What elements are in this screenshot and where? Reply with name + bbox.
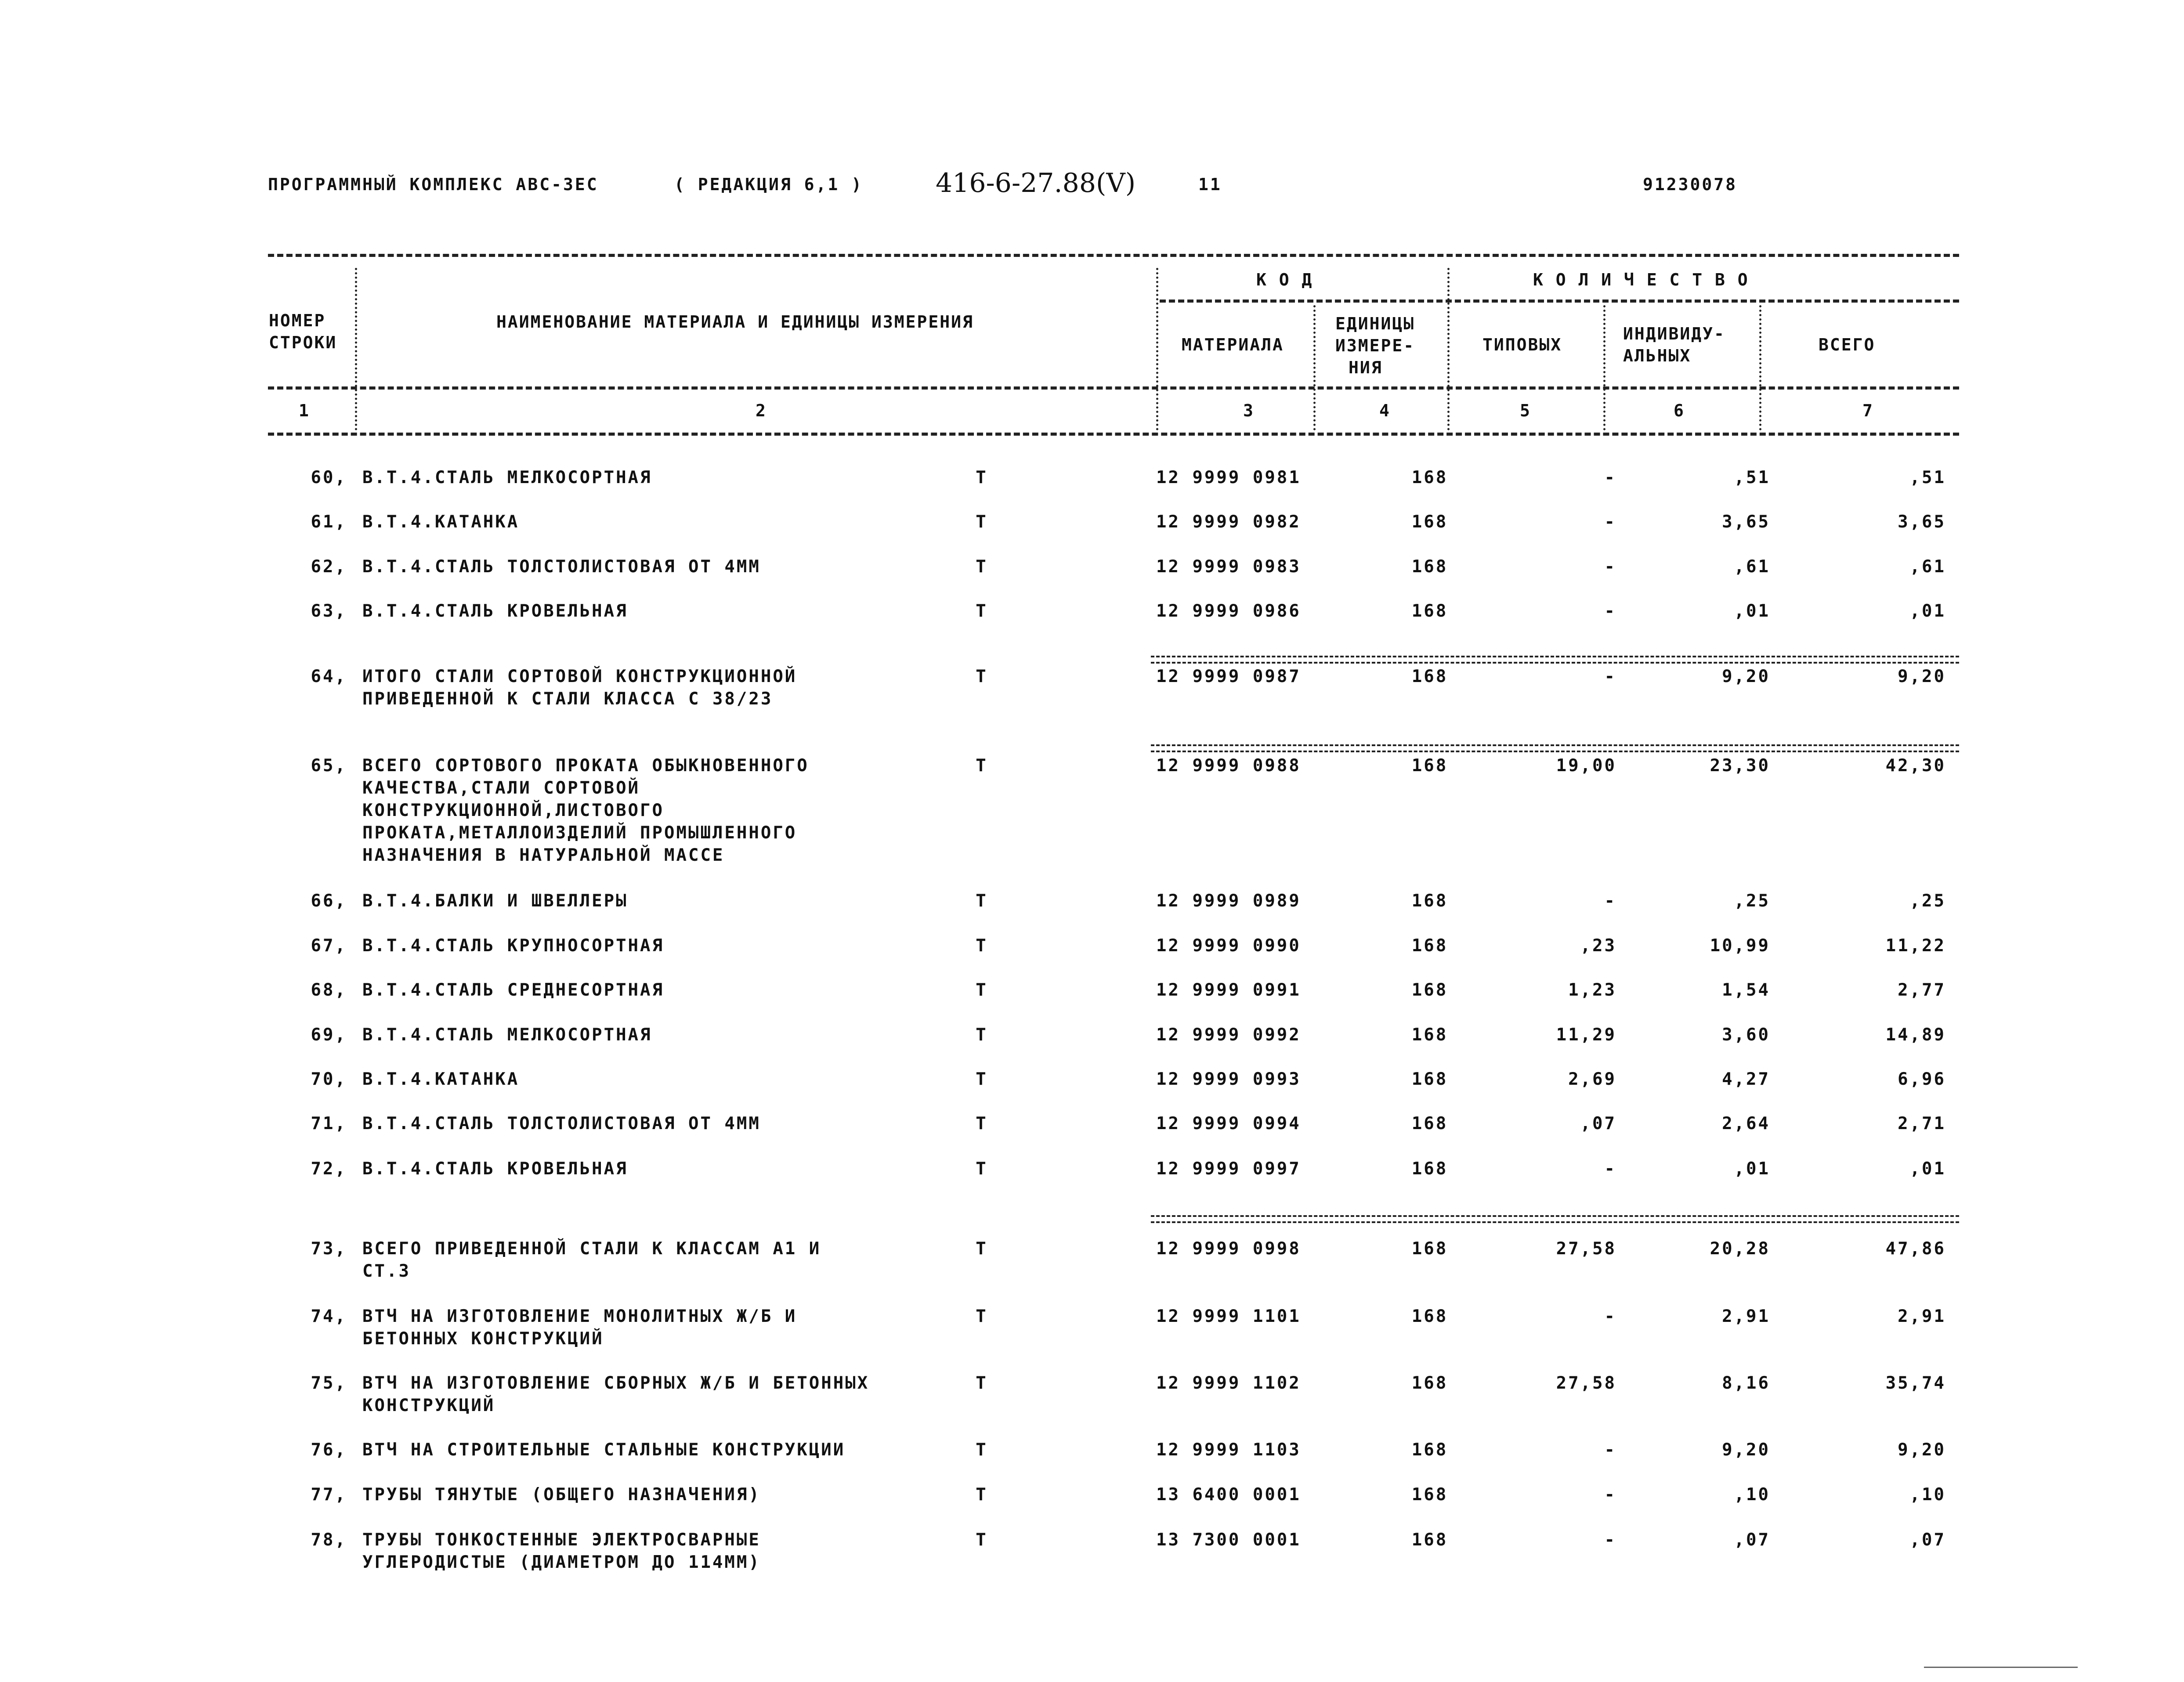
unit-code-header: ЕДИНИЦЫ ИЗМЕРЕ- НИЯ [1335,314,1415,377]
unit-of-measure: Т [976,756,988,776]
total-quantity: 2,91 [1898,1307,1946,1326]
row-number: 75, [311,1373,347,1393]
material-name: ВТЧ НА ИЗГОТОВЛЕНИЕ СБОРНЫХ Ж/Б И БЕТОННЫХ [362,1373,870,1393]
material-name: ВСЕГО СОРТОВОГО ПРОКАТА ОБЫКНОВЕННОГО [362,756,809,776]
subtotal-rule [1151,656,1959,664]
unit-code: 168 [1411,980,1448,1000]
material-code: 12 9999 1102 [1156,1373,1301,1393]
individual-quantity: ,61 [1734,557,1770,577]
material-code: 12 9999 0990 [1156,936,1301,956]
total-quantity: 47,86 [1885,1239,1946,1259]
material-code: 12 9999 0981 [1156,468,1301,487]
material-code: 13 7300 0001 [1156,1530,1301,1550]
header-separator [1759,305,1761,430]
total-quantity: 9,20 [1898,667,1946,686]
material-name: В.Т.4.СТАЛЬ МЕЛКОСОРТНАЯ [362,1025,652,1045]
document-number: 91230078 [1643,175,1738,194]
total-quantity: 9,20 [1898,1440,1946,1460]
material-code: 12 9999 0989 [1156,891,1301,911]
unit-code: 168 [1411,1025,1448,1045]
material-code: 12 9999 0982 [1156,512,1301,532]
header-separator [1447,268,1450,430]
total-quantity: 35,74 [1885,1373,1946,1393]
material-name: ВТЧ НА СТРОИТЕЛЬНЫЕ СТАЛЬНЫЕ КОНСТРУКЦИИ [362,1440,846,1460]
unit-code: 168 [1411,936,1448,956]
typical-quantity: 27,58 [1556,1239,1616,1259]
material-code: 12 9999 0988 [1156,756,1301,776]
total-quantity: 2,77 [1898,980,1946,1000]
material-name: В.Т.4.СТАЛЬ ТОЛСТОЛИСТОВАЯ ОТ 4ММ [362,1114,761,1133]
row-number: 64, [311,667,347,686]
row-number: 60, [311,468,347,487]
unit-of-measure: Т [976,1440,988,1460]
material-name: В.Т.4.СТАЛЬ СРЕДНЕСОРТНАЯ [362,980,664,1000]
total-quantity: ,07 [1909,1530,1946,1550]
material-code-header: МАТЕРИАЛА [1182,335,1284,354]
column-number: 5 [1520,401,1531,420]
unit-of-measure: Т [976,1307,988,1326]
material-name: БЕТОННЫХ КОНСТРУКЦИЙ [362,1329,604,1349]
material-code: 12 9999 0998 [1156,1239,1301,1259]
typical-quantity: - [1604,512,1616,532]
material-name-header: НАИМЕНОВАНИЕ МАТЕРИАЛА И ЕДИНИЦЫ ИЗМЕРЕНИЯ [496,312,974,332]
typical-quantity: - [1604,1440,1616,1460]
table-top-rule [268,254,1959,257]
header-bottom-rule [268,433,1959,436]
material-name: СТ.3 [362,1261,411,1281]
typical-quantity: ,07 [1580,1114,1616,1133]
material-code: 12 9999 0987 [1156,667,1301,686]
unit-of-measure: Т [976,1530,988,1550]
individual-quantity: 2,64 [1722,1114,1770,1133]
individual-quantity: 10,99 [1710,936,1770,956]
typical-quantity: 1,23 [1568,980,1616,1000]
individual-quantity: ,07 [1734,1530,1770,1550]
total-header: ВСЕГО [1819,335,1876,354]
row-number: 67, [311,936,347,956]
column-number: 6 [1674,401,1685,420]
material-name: В.Т.4.СТАЛЬ КРОВЕЛЬНАЯ [362,601,628,621]
unit-of-measure: Т [976,1159,988,1179]
unit-of-measure: Т [976,1025,988,1045]
unit-code: 168 [1411,1373,1448,1393]
typical-quantity: 2,69 [1568,1069,1616,1089]
row-number: 77, [311,1485,347,1505]
row-number: 69, [311,1025,347,1045]
unit-code: 168 [1411,468,1448,487]
total-quantity: ,51 [1909,468,1946,487]
material-code: 12 9999 0994 [1156,1114,1301,1133]
material-name: В.Т.4.СТАЛЬ КРОВЕЛЬНАЯ [362,1159,628,1179]
unit-code: 168 [1411,1530,1448,1550]
material-code: 12 9999 0986 [1156,601,1301,621]
material-name: ТРУБЫ ТОНКОСТЕННЫЕ ЭЛЕКТРОСВАРНЫЕ [362,1530,761,1550]
total-quantity: 11,22 [1885,936,1946,956]
row-number: 62, [311,557,347,577]
typical-quantity: - [1604,557,1616,577]
total-quantity: ,25 [1909,891,1946,911]
unit-of-measure: Т [976,512,988,532]
header-separator [1313,305,1316,430]
material-name: КОНСТРУКЦИОННОЙ,ЛИСТОВОГО [362,801,664,820]
row-number: 70, [311,1069,347,1089]
unit-of-measure: Т [976,468,988,487]
unit-of-measure: Т [976,601,988,621]
row-number: 63, [311,601,347,621]
unit-code: 168 [1411,667,1448,686]
unit-of-measure: Т [976,667,988,686]
subtotal-rule [1151,1215,1959,1223]
material-name: В.Т.4.КАТАНКА [362,512,520,532]
row-number: 68, [311,980,347,1000]
material-code: 12 9999 0993 [1156,1069,1301,1089]
material-code: 12 9999 0997 [1156,1159,1301,1179]
material-name: В.Т.4.БАЛКИ И ШВЕЛЛЕРЫ [362,891,628,911]
total-quantity: ,01 [1909,1159,1946,1179]
unit-code: 168 [1411,1307,1448,1326]
unit-of-measure: Т [976,936,988,956]
typical-quantity: - [1604,1307,1616,1326]
unit-of-measure: Т [976,1239,988,1259]
column-number: 2 [756,401,767,420]
individual-quantity: 3,60 [1722,1025,1770,1045]
row-number: 61, [311,512,347,532]
header-separator [355,268,357,430]
row-number: 73, [311,1239,347,1259]
typical-header: ТИПОВЫХ [1483,335,1562,354]
total-quantity: ,01 [1909,601,1946,621]
header-mid-rule [268,386,1959,390]
unit-of-measure: Т [976,1485,988,1505]
typical-quantity: 11,29 [1556,1025,1616,1045]
unit-of-measure: Т [976,1373,988,1393]
typical-quantity: ,23 [1580,936,1616,956]
unit-of-measure: Т [976,1114,988,1133]
footer-rule [1924,1667,2078,1668]
typical-quantity: - [1604,1530,1616,1550]
row-number: 66, [311,891,347,911]
row-number: 76, [311,1440,347,1460]
material-name: ВТЧ НА ИЗГОТОВЛЕНИЕ МОНОЛИТНЫХ Ж/Б И [362,1307,797,1326]
typical-quantity: - [1604,667,1616,686]
individual-quantity: 9,20 [1722,1440,1770,1460]
typical-quantity: - [1604,891,1616,911]
row-number: 74, [311,1307,347,1326]
row-number-header: НОМЕР СТРОКИ [269,311,337,352]
material-name: ПРИВЕДЕННОЙ К СТАЛИ КЛАССА С 38/23 [362,689,773,709]
row-number: 65, [311,756,347,776]
unit-of-measure: Т [976,891,988,911]
unit-code: 168 [1411,1239,1448,1259]
individual-quantity: 1,54 [1722,980,1770,1000]
typical-quantity: - [1604,1485,1616,1505]
edition-label: ( РЕДАКЦИЯ 6,1 ) [674,175,864,194]
quantity-group-header: К О Л И Ч Е С Т В О [1533,270,1749,289]
material-code: 12 9999 0983 [1156,557,1301,577]
individual-quantity: 2,91 [1722,1307,1770,1326]
unit-code: 168 [1411,1114,1448,1133]
total-quantity: ,10 [1909,1485,1946,1505]
unit-of-measure: Т [976,1069,988,1089]
header-separator [1156,268,1158,430]
typical-quantity: - [1604,1159,1616,1179]
material-name: УГЛЕРОДИСТЫЕ (ДИАМЕТРОМ ДО 114ММ) [362,1552,761,1572]
column-number: 4 [1379,401,1391,420]
material-name: ВСЕГО ПРИВЕДЕННОЙ СТАЛИ К КЛАССАМ А1 И [362,1239,821,1259]
unit-code: 168 [1411,1159,1448,1179]
total-quantity: 42,30 [1885,756,1946,776]
program-title: ПРОГРАММНЫЙ КОМПЛЕКС АВС-3ЕС [268,175,599,194]
code-group-rule [1160,300,1959,303]
material-name: В.Т.4.СТАЛЬ ТОЛСТОЛИСТОВАЯ ОТ 4ММ [362,557,761,577]
unit-code: 168 [1411,601,1448,621]
material-code: 13 6400 0001 [1156,1485,1301,1505]
sheet-number: 11 [1198,175,1222,194]
material-name: ИТОГО СТАЛИ СОРТОВОЙ КОНСТРУКЦИОННОЙ [362,667,797,686]
column-number: 3 [1243,401,1255,420]
material-name: ТРУБЫ ТЯНУТЫЕ (ОБЩЕГО НАЗНАЧЕНИЯ) [362,1485,761,1505]
total-quantity: ,61 [1909,557,1946,577]
total-quantity: 2,71 [1898,1114,1946,1133]
total-quantity: 3,65 [1898,512,1946,532]
material-code: 12 9999 1101 [1156,1307,1301,1326]
typical-quantity: - [1604,468,1616,487]
material-name: В.Т.4.КАТАНКА [362,1069,520,1089]
material-name: КАЧЕСТВА,СТАЛИ СОРТОВОЙ [362,778,640,798]
header-separator [1603,305,1605,430]
individual-quantity: 9,20 [1722,667,1770,686]
individual-quantity: ,01 [1734,1159,1770,1179]
individual-quantity: 23,30 [1710,756,1770,776]
code-group-header: К О Д [1256,270,1313,289]
individual-quantity: 3,65 [1722,512,1770,532]
unit-code: 168 [1411,512,1448,532]
total-quantity: 14,89 [1885,1025,1946,1045]
individual-quantity: ,51 [1734,468,1770,487]
row-number: 71, [311,1114,347,1133]
row-number: 78, [311,1530,347,1550]
individual-quantity: 4,27 [1722,1069,1770,1089]
individual-quantity: 8,16 [1722,1373,1770,1393]
typical-quantity: - [1604,601,1616,621]
project-code: 416-6-27.88(V) [936,168,1136,199]
individual-quantity: ,25 [1734,891,1770,911]
unit-of-measure: Т [976,557,988,577]
unit-code: 168 [1411,756,1448,776]
typical-quantity: 27,58 [1556,1373,1616,1393]
individual-quantity: ,01 [1734,601,1770,621]
row-number: 72, [311,1159,347,1179]
unit-code: 168 [1411,1069,1448,1089]
column-number: 7 [1862,401,1874,420]
material-name: В.Т.4.СТАЛЬ МЕЛКОСОРТНАЯ [362,468,652,487]
unit-code: 168 [1411,1485,1448,1505]
unit-code: 168 [1411,1440,1448,1460]
unit-of-measure: Т [976,980,988,1000]
column-number: 1 [299,401,310,420]
material-name: НАЗНАЧЕНИЯ В НАТУРАЛЬНОЙ МАССЕ [362,845,725,865]
individual-header: ИНДИВИДУ- АЛЬНЫХ [1623,324,1725,365]
unit-code: 168 [1411,557,1448,577]
subtotal-rule [1151,744,1959,752]
material-name: В.Т.4.СТАЛЬ КРУПНОСОРТНАЯ [362,936,664,956]
individual-quantity: ,10 [1734,1485,1770,1505]
material-code: 12 9999 0991 [1156,980,1301,1000]
total-quantity: 6,96 [1898,1069,1946,1089]
material-code: 12 9999 0992 [1156,1025,1301,1045]
unit-code: 168 [1411,891,1448,911]
material-name: ПРОКАТА,МЕТАЛЛОИЗДЕЛИЙ ПРОМЫШЛЕННОГО [362,823,797,843]
material-code: 12 9999 1103 [1156,1440,1301,1460]
typical-quantity: 19,00 [1556,756,1616,776]
material-name: КОНСТРУКЦИЙ [362,1396,495,1415]
individual-quantity: 20,28 [1710,1239,1770,1259]
